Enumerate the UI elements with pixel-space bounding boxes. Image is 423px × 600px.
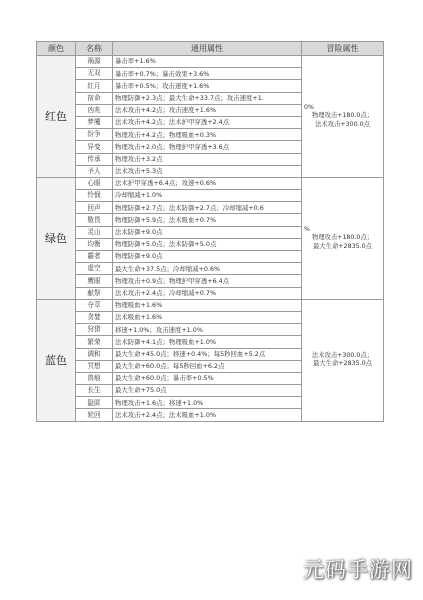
rune-name: 贪婪	[76, 311, 113, 323]
rune-name: 狩猎	[76, 324, 113, 336]
rune-name: 繁荣	[76, 336, 113, 348]
rune-general-attribute: 最大生命+60.0点；每5秒回血+6.2点	[113, 360, 302, 372]
adventure-attribute-cell	[302, 299, 384, 421]
rune-name: 霸者	[76, 251, 113, 263]
rune-name: 宿命	[76, 92, 113, 104]
rune-name: 无双	[76, 68, 113, 80]
color-group-label: 红色	[37, 56, 76, 178]
rune-name: 隐匿	[76, 397, 113, 409]
rune-general-attribute: 物理攻击+4.2点；物理吸血+0.3%	[113, 129, 302, 141]
rune-general-attribute: 法术攻击+2.4点；冷却缩减+0.7%	[113, 287, 302, 299]
rune-general-attribute: 物理防御+5.0点；法术防御+5.0点	[113, 238, 302, 250]
rune-name: 夺萃	[76, 299, 113, 311]
rune-name: 兽痕	[76, 372, 113, 384]
adventure-attribute-line: 最大生命+2835.0点	[313, 360, 372, 368]
rune-name: 纷争	[76, 129, 113, 141]
rune-general-attribute: 法术攻击+4.2点；法术护甲穿透+2.4点	[113, 116, 302, 128]
rune-general-attribute: 移速+1.0%；攻击速度+1.0%	[113, 324, 302, 336]
rune-name: 梦魇	[76, 116, 113, 128]
adventure-attribute-line: 物理攻击+180.0点；	[311, 112, 374, 120]
adventure-attribute-line: 最大生命+2835.0点	[313, 242, 372, 250]
header-name: 名称	[76, 42, 113, 56]
adventure-attribute-line: 法术攻击+300.0点；	[311, 351, 374, 359]
rune-general-attribute: 法术攻击+5.3点	[113, 165, 302, 177]
rune-general-attribute: 法术吸血+1.6%	[113, 311, 302, 323]
rune-name: 心眼	[76, 177, 113, 189]
rune-general-attribute: 物理防御+2.7点；法术防御+2.7点；冷却缩减+0.6	[113, 202, 302, 214]
rune-general-attribute: 最大生命+37.5点；冷却缩减+0.6%	[113, 263, 302, 275]
table-row	[37, 56, 384, 68]
color-group-label: 绿色	[37, 177, 76, 299]
header-adventure-attributes: 冒险属性	[302, 42, 384, 56]
rune-general-attribute: 物理攻击+3.2点	[113, 153, 302, 165]
rune-name: 调和	[76, 348, 113, 360]
rune-name: 虚空	[76, 263, 113, 275]
rune-name: 长生	[76, 385, 113, 397]
rune-general-attribute: 最大生命+60.0点；暴击率+0.5%	[113, 372, 302, 384]
table-row	[37, 177, 384, 189]
rune-name: 传承	[76, 153, 113, 165]
rune-general-attribute: 物理攻击+0.9点；物理护甲穿透+6.4点	[113, 275, 302, 287]
table-header-row	[37, 42, 384, 56]
rune-general-attribute: 法术攻击+4.2点；攻击速度+1.6%	[113, 104, 302, 116]
rune-name: 献祭	[76, 287, 113, 299]
rune-name: 轮回	[76, 409, 113, 421]
rune-general-attribute: 法术防御+9.0点	[113, 226, 302, 238]
rune-general-attribute: 物理吸血+1.6%	[113, 299, 302, 311]
header-general-attributes: 通用属性	[113, 42, 302, 56]
adventure-percent: %	[304, 225, 310, 233]
rune-general-attribute: 物理攻击+1.6点；移速+1.0%	[113, 397, 302, 409]
rune-name: 怜悯	[76, 190, 113, 202]
rune-general-attribute: 物理防御+5.9点；法术吸血+0.7%	[113, 214, 302, 226]
rune-general-attribute: 物理防御+2.3点；最大生命+33.7点；攻击速度+1.	[113, 92, 302, 104]
rune-general-attribute: 最大生命+75.0点	[113, 385, 302, 397]
header-color: 颜色	[37, 42, 76, 56]
table-row	[37, 299, 384, 311]
adventure-attribute-line: 法术攻击+300.0点	[315, 120, 370, 128]
rune-general-attribute: 法术护甲穿透+6.4点；攻速+0.6%	[113, 177, 302, 189]
site-watermark: 元码手游网	[303, 558, 413, 582]
rune-general-attribute: 最大生命+45.0点；移速+0.4%；每5秒回血+5.2点	[113, 348, 302, 360]
rune-general-attribute: 法术防御+4.1点；物理吸血+1.0%	[113, 336, 302, 348]
rune-general-attribute: 物理防御+9.0点	[113, 251, 302, 263]
rune-general-attribute: 物理攻击+2.0点；物理护甲穿透+3.6点	[113, 141, 302, 153]
rune-name: 祸源	[76, 56, 113, 68]
rune-name: 异变	[76, 141, 113, 153]
adventure-percent: 0%	[304, 103, 314, 111]
rune-name: 鹰眼	[76, 275, 113, 287]
color-group-label: 蓝色	[37, 299, 76, 421]
rune-general-attribute: 暴击率+1.6%	[113, 56, 302, 68]
rune-name: 冥想	[76, 360, 113, 372]
rune-general-attribute: 冷却缩减+1.0%	[113, 190, 302, 202]
adventure-attribute-cell	[302, 177, 384, 299]
rune-name: 凶兆	[76, 104, 113, 116]
rune-attribute-table	[36, 41, 384, 422]
table-body	[37, 56, 384, 422]
rune-name: 灵山	[76, 226, 113, 238]
adventure-attribute-line: 物理攻击+180.0点；	[311, 234, 374, 242]
rune-name: 敬畏	[76, 214, 113, 226]
rune-name: 回声	[76, 202, 113, 214]
adventure-attribute-cell	[302, 56, 384, 178]
rune-general-attribute: 暴击率+0.5%；攻击速度+1.6%	[113, 80, 302, 92]
rune-name: 圣人	[76, 165, 113, 177]
rune-general-attribute: 暴击率+0.7%；暴击效果+3.6%	[113, 68, 302, 80]
rune-general-attribute: 法术攻击+2.4点；法术吸血+1.0%	[113, 409, 302, 421]
rune-name: 均衡	[76, 238, 113, 250]
rune-name: 红月	[76, 80, 113, 92]
